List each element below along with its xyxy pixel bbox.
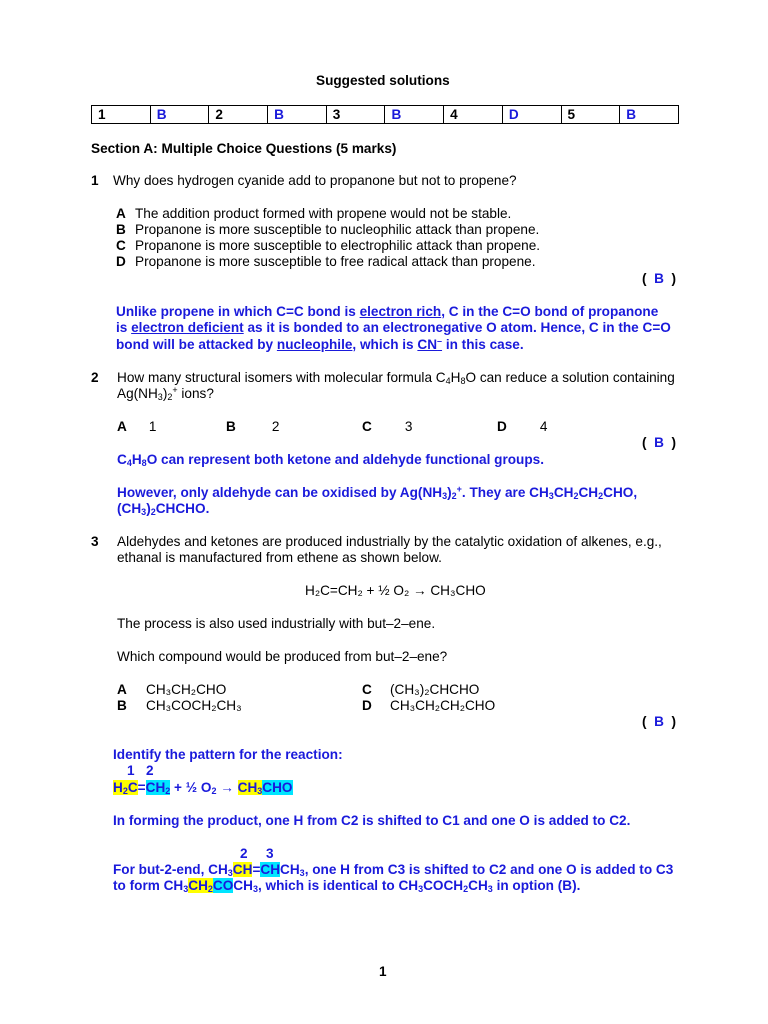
question-text: Which compound would be produced from but–2–ene? — [117, 649, 448, 664]
answer-key-num: 3 — [326, 106, 385, 124]
option-a: A The addition product formed with propene would not be stable. — [116, 206, 512, 221]
page-title: Suggested solutions — [316, 73, 450, 88]
answer-key-ans: B — [268, 106, 327, 124]
carbon-label: 2 — [146, 763, 154, 778]
answer-key-num: 1 — [92, 106, 151, 124]
option-c: C (CH₃)₂CHCHO — [362, 682, 480, 697]
answer-badge: ( B ) — [642, 714, 677, 729]
carbon-label: 3 — [266, 846, 274, 861]
option-d: D 4 — [497, 419, 548, 434]
section-title: Section A: Multiple Choice Questions (5 marks) — [91, 141, 397, 156]
explanation-line: In forming the product, one H from C2 is shifted to C1 and one O is added to C2. — [113, 813, 631, 828]
answer-key-ans: D — [502, 106, 561, 124]
question-text: The process is also used industrially with but–2–ene. — [117, 616, 436, 631]
question-number: 1 — [91, 173, 99, 188]
table-row — [92, 106, 679, 124]
answer-key-table — [91, 105, 679, 124]
question-text: $Ag(NH_3)_2^+$ ions? — [117, 385, 214, 402]
answer-key-ans: B — [620, 106, 679, 124]
question-text: How many structural isomers with molecular formula $C_4H_8O$ can reduce a solution containing — [117, 370, 675, 386]
explanation-line: $C_4H_8O$ can represent both ketone and aldehyde functional groups. — [117, 452, 544, 468]
answer-badge: ( B ) — [642, 435, 677, 450]
explanation-line: $(CH_3)_2CHCHO$. — [117, 501, 210, 517]
page-number: 1 — [379, 964, 387, 979]
option-b: B CH₃COCH₂CH₃ — [117, 698, 242, 713]
carbon-label: 2 — [240, 846, 248, 861]
option-c: C Propanone is more susceptible to electrophilic attack than propene. — [116, 238, 541, 253]
question-text: Why does hydrogen cyanide add to propanone but not to propene? — [113, 173, 517, 188]
answer-key-num: 4 — [444, 106, 503, 124]
explanation-line: is electron deficient as it is bonded to an electronegative O atom. Hence, C in the C=O — [116, 320, 671, 335]
option-b: B Propanone is more susceptible to nucleophilic attack than propene. — [116, 222, 540, 237]
pattern-equation: $H_2C=CH_2$ + ½ $O_2 \to CH_3CHO$ — [113, 780, 293, 796]
answer-key-num: 5 — [561, 106, 620, 124]
explanation-line: For but-2-end, $CH_3CH=CHCH_3$, one H from C3 is shifted to C2 and one O is added to C3 — [113, 862, 674, 878]
answer-key-num: 2 — [209, 106, 268, 124]
question-number: 3 — [91, 534, 99, 549]
answer-key-ans: B — [385, 106, 444, 124]
question-text: ethanal is manufactured from ethene as shown below. — [117, 550, 442, 565]
option-d: D Propanone is more susceptible to free radical attack than propene. — [116, 254, 536, 269]
option-a: A 1 — [117, 419, 157, 434]
option-d: D CH₃CH₂CH₂CHO — [362, 698, 496, 713]
answer-key-ans: B — [150, 106, 209, 124]
option-c: C 3 — [362, 419, 413, 434]
explanation-title: Identify the pattern for the reaction: — [113, 747, 343, 762]
question-text: Aldehydes and ketones are produced industrially by the catalytic oxidation of alkenes, e.g., — [117, 534, 662, 549]
answer-badge: ( B ) — [642, 271, 677, 286]
explanation-line: to form $CH_3CH_2COCH_3$, which is identical to $CH_3COCH_2CH_3$ in option (B). — [113, 878, 581, 894]
explanation-line: bond will be attacked by nucleophile, which is CN– in this case. — [116, 336, 524, 352]
option-a: A CH₃CH₂CHO — [117, 682, 227, 697]
explanation-line: However, only aldehyde can be oxidised by $Ag(NH_3)_2^+$. They are $CH_3CH_2CH_2CHO$, — [117, 484, 638, 501]
explanation-line: Unlike propene in which C=C bond is electron rich, C in the C=O bond of propanone — [116, 304, 659, 319]
carbon-label: 1 — [127, 763, 135, 778]
reaction-equation: H₂C=CH₂ + ½ O₂ → CH₃CHO — [305, 583, 486, 598]
question-number: 2 — [91, 370, 99, 385]
option-b: B 2 — [226, 419, 280, 434]
